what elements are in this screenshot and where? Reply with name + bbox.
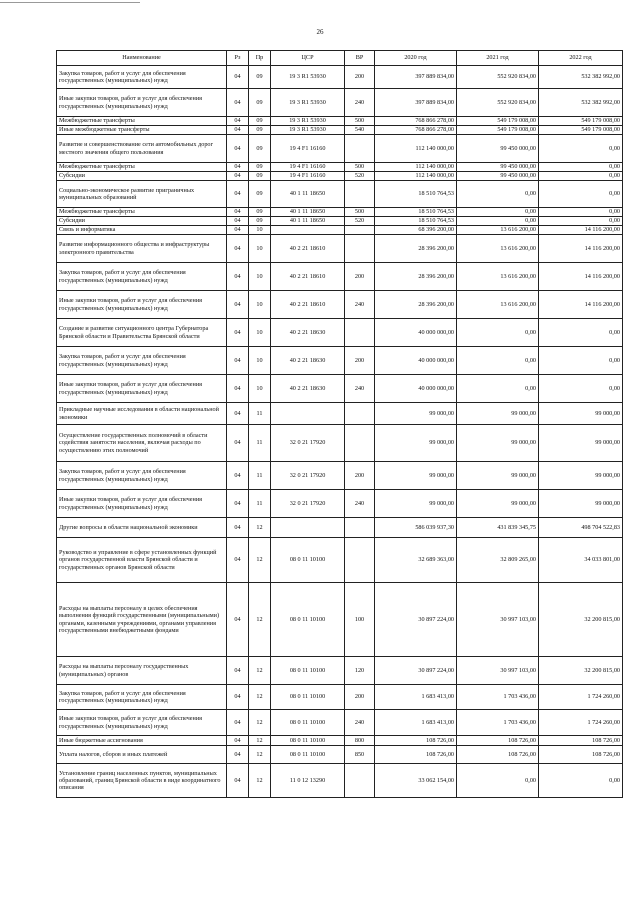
cell-2022: 1 724 260,00 (539, 710, 623, 736)
cell-2022: 0,00 (539, 172, 623, 181)
cell-pr: 09 (249, 172, 271, 181)
table-row (57, 583, 623, 657)
cell-2020: 108 726,00 (375, 746, 457, 764)
cell-vr (345, 319, 375, 347)
cell-rz: 04 (227, 235, 249, 263)
cell-name: Руководство и управление в сфере установленных функций органов государственной власти Брянской области и государственных органов Брянской области (57, 538, 227, 583)
header-pr: Пр (249, 51, 271, 66)
cell-rz: 04 (227, 657, 249, 685)
cell-name: Связь и информатика (57, 226, 227, 235)
header-2021: 2021 год (457, 51, 539, 66)
cell-vr (345, 764, 375, 798)
cell-vr: 200 (345, 462, 375, 490)
cell-rz: 04 (227, 764, 249, 798)
cell-rz: 04 (227, 375, 249, 403)
cell-csr: 40 2 21 18630 (271, 319, 345, 347)
cell-2020: 99 000,00 (375, 462, 457, 490)
cell-vr: 800 (345, 736, 375, 746)
table-row (57, 710, 623, 736)
cell-2020: 28 396 200,00 (375, 263, 457, 291)
cell-2021: 99 000,00 (457, 403, 539, 425)
cell-2020: 18 510 764,53 (375, 181, 457, 208)
cell-2022: 498 704 522,83 (539, 518, 623, 538)
cell-2020: 33 062 154,00 (375, 764, 457, 798)
cell-2022: 0,00 (539, 135, 623, 163)
cell-2020: 768 866 278,00 (375, 126, 457, 135)
cell-vr: 500 (345, 117, 375, 126)
cell-2022: 99 000,00 (539, 490, 623, 518)
cell-vr (345, 226, 375, 235)
cell-rz: 04 (227, 181, 249, 208)
cell-2020: 68 396 200,00 (375, 226, 457, 235)
cell-rz: 04 (227, 462, 249, 490)
cell-pr: 10 (249, 291, 271, 319)
cell-name: Иные бюджетные ассигнования (57, 736, 227, 746)
cell-name: Иные межбюджетные трансферты (57, 126, 227, 135)
cell-rz: 04 (227, 736, 249, 746)
cell-2021: 431 839 345,75 (457, 518, 539, 538)
cell-pr: 12 (249, 685, 271, 710)
cell-vr: 500 (345, 208, 375, 217)
cell-2022: 14 116 200,00 (539, 291, 623, 319)
cell-2020: 586 039 937,30 (375, 518, 457, 538)
cell-2021: 552 920 834,00 (457, 66, 539, 89)
cell-pr: 09 (249, 135, 271, 163)
cell-name: Закупка товаров, работ и услуг для обеспечения государственных (муниципальных) нужд (57, 462, 227, 490)
cell-2022: 0,00 (539, 181, 623, 208)
cell-2022: 0,00 (539, 208, 623, 217)
cell-csr: 40 1 11 18650 (271, 217, 345, 226)
cell-rz: 04 (227, 746, 249, 764)
table-header-row (57, 51, 623, 66)
cell-csr: 19 4 F1 16160 (271, 172, 345, 181)
cell-csr: 40 2 21 18630 (271, 347, 345, 375)
cell-2020: 108 726,00 (375, 736, 457, 746)
cell-pr: 09 (249, 89, 271, 117)
cell-pr: 10 (249, 319, 271, 347)
cell-2020: 28 396 200,00 (375, 291, 457, 319)
cell-vr: 120 (345, 657, 375, 685)
cell-csr: 19 3 R1 53930 (271, 66, 345, 89)
cell-vr (345, 135, 375, 163)
table-row (57, 657, 623, 685)
cell-2021: 0,00 (457, 208, 539, 217)
cell-rz: 04 (227, 518, 249, 538)
cell-vr: 850 (345, 746, 375, 764)
cell-rz: 04 (227, 226, 249, 235)
cell-pr: 09 (249, 217, 271, 226)
table-row (57, 208, 623, 217)
cell-2022: 0,00 (539, 764, 623, 798)
table-row (57, 490, 623, 518)
table-row (57, 403, 623, 425)
cell-csr: 08 0 11 10100 (271, 710, 345, 736)
cell-pr: 12 (249, 764, 271, 798)
cell-pr: 10 (249, 375, 271, 403)
cell-2022: 0,00 (539, 217, 623, 226)
cell-vr: 520 (345, 217, 375, 226)
cell-2021: 0,00 (457, 347, 539, 375)
table-row (57, 538, 623, 583)
cell-2022: 549 179 008,00 (539, 117, 623, 126)
cell-2020: 112 140 000,00 (375, 172, 457, 181)
cell-pr: 09 (249, 181, 271, 208)
cell-2022: 99 000,00 (539, 462, 623, 490)
cell-vr: 200 (345, 347, 375, 375)
cell-2020: 768 866 278,00 (375, 117, 457, 126)
cell-2021: 108 726,00 (457, 746, 539, 764)
cell-2020: 1 683 413,00 (375, 710, 457, 736)
cell-rz: 04 (227, 163, 249, 172)
cell-csr: 08 0 11 10100 (271, 736, 345, 746)
cell-rz: 04 (227, 208, 249, 217)
cell-2021: 1 703 436,00 (457, 685, 539, 710)
cell-pr: 11 (249, 425, 271, 462)
cell-rz: 04 (227, 291, 249, 319)
cell-name: Развитие и совершенствование сети автомобильных дорог местного значения общего пользования (57, 135, 227, 163)
cell-csr: 19 3 R1 53930 (271, 126, 345, 135)
cell-name: Иные закупки товаров, работ и услуг для обеспечения государственных (муниципальных) нужд (57, 490, 227, 518)
cell-rz: 04 (227, 263, 249, 291)
cell-2022: 14 116 200,00 (539, 226, 623, 235)
cell-vr: 240 (345, 89, 375, 117)
cell-pr: 09 (249, 66, 271, 89)
page-number: 26 (316, 28, 324, 36)
cell-name: Прикладные научные исследования в области национальной экономики (57, 403, 227, 425)
cell-2021: 0,00 (457, 375, 539, 403)
cell-name: Осуществление государственных полномочий в области содействия занятости населения, включая расходы по осуществлению этих полномочий (57, 425, 227, 462)
cell-pr: 09 (249, 117, 271, 126)
cell-2020: 1 683 413,00 (375, 685, 457, 710)
cell-vr: 200 (345, 66, 375, 89)
cell-2021: 13 616 200,00 (457, 291, 539, 319)
cell-rz: 04 (227, 347, 249, 375)
table-row (57, 764, 623, 798)
table-row (57, 66, 623, 89)
cell-2021: 0,00 (457, 181, 539, 208)
table-row (57, 347, 623, 375)
table-row (57, 181, 623, 208)
cell-csr: 32 0 21 17920 (271, 462, 345, 490)
cell-2022: 14 116 200,00 (539, 235, 623, 263)
cell-2020: 40 000 000,00 (375, 347, 457, 375)
cell-2020: 40 000 000,00 (375, 375, 457, 403)
cell-csr: 08 0 11 10100 (271, 746, 345, 764)
cell-2020: 112 140 000,00 (375, 135, 457, 163)
cell-name: Расходы на выплаты персоналу государственных (муниципальных) органов (57, 657, 227, 685)
cell-rz: 04 (227, 66, 249, 89)
table-row (57, 736, 623, 746)
cell-2022: 0,00 (539, 319, 623, 347)
cell-csr: 08 0 11 10100 (271, 657, 345, 685)
cell-2021: 0,00 (457, 217, 539, 226)
table-row (57, 126, 623, 135)
cell-vr (345, 518, 375, 538)
cell-vr: 520 (345, 172, 375, 181)
cell-name: Межбюджетные трансферты (57, 208, 227, 217)
header-2022: 2022 год (539, 51, 623, 66)
cell-vr (345, 538, 375, 583)
cell-2021: 99 450 000,00 (457, 135, 539, 163)
cell-rz: 04 (227, 126, 249, 135)
cell-2021: 552 920 834,00 (457, 89, 539, 117)
cell-2021: 30 997 103,00 (457, 657, 539, 685)
cell-csr: 40 2 21 18610 (271, 291, 345, 319)
cell-rz: 04 (227, 538, 249, 583)
cell-2022: 32 200 815,00 (539, 657, 623, 685)
cell-csr (271, 403, 345, 425)
cell-2020: 32 689 363,00 (375, 538, 457, 583)
cell-2020: 397 889 834,00 (375, 66, 457, 89)
table-row (57, 518, 623, 538)
cell-vr: 240 (345, 710, 375, 736)
cell-2021: 0,00 (457, 764, 539, 798)
table-row (57, 263, 623, 291)
cell-name: Субсидии (57, 217, 227, 226)
cell-name: Иные закупки товаров, работ и услуг для обеспечения государственных (муниципальных) нужд (57, 291, 227, 319)
cell-pr: 12 (249, 710, 271, 736)
table-row (57, 319, 623, 347)
cell-rz: 04 (227, 403, 249, 425)
cell-csr: 32 0 21 17920 (271, 490, 345, 518)
cell-2021: 30 997 103,00 (457, 583, 539, 657)
cell-pr: 10 (249, 226, 271, 235)
cell-2022: 532 382 992,00 (539, 66, 623, 89)
cell-rz: 04 (227, 685, 249, 710)
cell-2022: 1 724 260,00 (539, 685, 623, 710)
table-row (57, 226, 623, 235)
cell-csr: 40 2 21 18630 (271, 375, 345, 403)
header-vr: ВР (345, 51, 375, 66)
table-row (57, 135, 623, 163)
cell-pr: 11 (249, 403, 271, 425)
cell-csr: 40 2 21 18610 (271, 263, 345, 291)
header-2020: 2020 год (375, 51, 457, 66)
table-row (57, 746, 623, 764)
cell-csr: 32 0 21 17920 (271, 425, 345, 462)
cell-2022: 14 116 200,00 (539, 263, 623, 291)
cell-pr: 12 (249, 736, 271, 746)
cell-2021: 1 703 436,00 (457, 710, 539, 736)
cell-rz: 04 (227, 583, 249, 657)
header-csr: ЦСР (271, 51, 345, 66)
cell-pr: 12 (249, 583, 271, 657)
cell-pr: 12 (249, 657, 271, 685)
cell-2021: 99 000,00 (457, 425, 539, 462)
cell-name: Закупка товаров, работ и услуг для обеспечения государственных (муниципальных) нужд (57, 66, 227, 89)
cell-pr: 12 (249, 538, 271, 583)
cell-2022: 0,00 (539, 375, 623, 403)
cell-pr: 10 (249, 235, 271, 263)
cell-2021: 99 000,00 (457, 462, 539, 490)
table-row (57, 172, 623, 181)
cell-name: Уплата налогов, сборов и иных платежей (57, 746, 227, 764)
cell-name: Установление границ населенных пунктов, муниципальных образований, границ Брянской области в виде координатного описания (57, 764, 227, 798)
cell-name: Субсидии (57, 172, 227, 181)
cell-2020: 99 000,00 (375, 403, 457, 425)
cell-rz: 04 (227, 710, 249, 736)
cell-rz: 04 (227, 425, 249, 462)
table-row (57, 375, 623, 403)
cell-pr: 12 (249, 746, 271, 764)
cell-csr: 40 2 21 18610 (271, 235, 345, 263)
cell-2020: 30 897 224,00 (375, 657, 457, 685)
cell-name: Иные закупки товаров, работ и услуг для обеспечения государственных (муниципальных) нужд (57, 89, 227, 117)
table-row (57, 425, 623, 462)
cell-csr: 19 4 F1 16160 (271, 135, 345, 163)
top-rule (0, 2, 140, 3)
cell-vr: 500 (345, 163, 375, 172)
cell-csr: 19 4 F1 16160 (271, 163, 345, 172)
table-row (57, 89, 623, 117)
cell-rz: 04 (227, 117, 249, 126)
cell-2021: 108 726,00 (457, 736, 539, 746)
cell-2020: 28 396 200,00 (375, 235, 457, 263)
cell-2022: 0,00 (539, 163, 623, 172)
cell-2022: 99 000,00 (539, 425, 623, 462)
cell-rz: 04 (227, 89, 249, 117)
cell-vr: 240 (345, 375, 375, 403)
cell-2020: 30 897 224,00 (375, 583, 457, 657)
cell-name: Иные закупки товаров, работ и услуг для обеспечения государственных (муниципальных) нужд (57, 375, 227, 403)
cell-2020: 18 510 764,53 (375, 217, 457, 226)
cell-vr (345, 235, 375, 263)
cell-csr: 11 0 12 13290 (271, 764, 345, 798)
table-row (57, 217, 623, 226)
cell-pr: 12 (249, 518, 271, 538)
table-row (57, 462, 623, 490)
cell-2021: 99 450 000,00 (457, 163, 539, 172)
cell-name: Иные закупки товаров, работ и услуг для обеспечения государственных (муниципальных) нужд (57, 710, 227, 736)
cell-2021: 32 809 265,00 (457, 538, 539, 583)
cell-2020: 99 000,00 (375, 425, 457, 462)
cell-csr: 08 0 11 10100 (271, 538, 345, 583)
cell-pr: 09 (249, 126, 271, 135)
cell-rz: 04 (227, 217, 249, 226)
cell-name: Межбюджетные трансферты (57, 117, 227, 126)
cell-name: Другие вопросы в области национальной экономики (57, 518, 227, 538)
cell-vr: 540 (345, 126, 375, 135)
cell-2021: 13 616 200,00 (457, 263, 539, 291)
cell-2022: 32 200 815,00 (539, 583, 623, 657)
cell-vr: 240 (345, 490, 375, 518)
table-row (57, 291, 623, 319)
cell-csr: 40 1 11 18650 (271, 208, 345, 217)
header-rz: Рз (227, 51, 249, 66)
budget-table (56, 50, 623, 798)
cell-name: Создание и развитие ситуационного центра Губернатора Брянской области и Правительства Брянской области (57, 319, 227, 347)
cell-vr (345, 403, 375, 425)
cell-name: Расходы на выплаты персоналу в целях обеспечения выполнения функций государственными (муниципальными) органами, казенными учреждениями, органами управления государственными внебюджетными фондами (57, 583, 227, 657)
cell-pr: 09 (249, 163, 271, 172)
cell-rz: 04 (227, 490, 249, 518)
cell-vr (345, 425, 375, 462)
header-name: Наименование (57, 51, 227, 66)
table-row (57, 685, 623, 710)
table-row (57, 235, 623, 263)
cell-pr: 09 (249, 208, 271, 217)
cell-2022: 108 726,00 (539, 736, 623, 746)
cell-vr: 100 (345, 583, 375, 657)
cell-vr: 200 (345, 685, 375, 710)
cell-pr: 11 (249, 462, 271, 490)
cell-vr: 240 (345, 291, 375, 319)
cell-2021: 0,00 (457, 319, 539, 347)
cell-name: Закупка товаров, работ и услуг для обеспечения государственных (муниципальных) нужд (57, 263, 227, 291)
cell-2021: 13 616 200,00 (457, 226, 539, 235)
cell-2021: 99 000,00 (457, 490, 539, 518)
cell-pr: 10 (249, 347, 271, 375)
cell-2021: 13 616 200,00 (457, 235, 539, 263)
cell-rz: 04 (227, 319, 249, 347)
cell-csr: 19 3 R1 53930 (271, 117, 345, 126)
cell-2021: 549 179 008,00 (457, 117, 539, 126)
cell-name: Закупка товаров, работ и услуг для обеспечения государственных (муниципальных) нужд (57, 347, 227, 375)
cell-2022: 532 382 992,00 (539, 89, 623, 117)
cell-2021: 549 179 008,00 (457, 126, 539, 135)
cell-csr: 19 3 R1 53930 (271, 89, 345, 117)
cell-2020: 397 889 834,00 (375, 89, 457, 117)
cell-csr (271, 518, 345, 538)
table-row (57, 163, 623, 172)
cell-2022: 99 000,00 (539, 403, 623, 425)
cell-rz: 04 (227, 172, 249, 181)
cell-csr: 08 0 11 10100 (271, 583, 345, 657)
cell-csr: 40 1 11 18650 (271, 181, 345, 208)
cell-2020: 112 140 000,00 (375, 163, 457, 172)
cell-name: Закупка товаров, работ и услуг для обеспечения государственных (муниципальных) нужд (57, 685, 227, 710)
cell-2022: 108 726,00 (539, 746, 623, 764)
cell-2020: 40 000 000,00 (375, 319, 457, 347)
cell-rz: 04 (227, 135, 249, 163)
cell-name: Развитие информационного общества и инфраструктуры электронного правительства (57, 235, 227, 263)
table-row (57, 117, 623, 126)
cell-name: Социально-экономическое развитие приграничных муниципальных образований (57, 181, 227, 208)
cell-pr: 11 (249, 490, 271, 518)
cell-name: Межбюджетные трансферты (57, 163, 227, 172)
cell-pr: 10 (249, 263, 271, 291)
cell-2022: 549 179 008,00 (539, 126, 623, 135)
cell-2020: 18 510 764,53 (375, 208, 457, 217)
cell-2021: 99 450 000,00 (457, 172, 539, 181)
cell-2022: 0,00 (539, 347, 623, 375)
cell-csr (271, 226, 345, 235)
cell-csr: 08 0 11 10100 (271, 685, 345, 710)
cell-vr: 200 (345, 263, 375, 291)
cell-2022: 34 033 801,00 (539, 538, 623, 583)
cell-2020: 99 000,00 (375, 490, 457, 518)
cell-vr (345, 181, 375, 208)
